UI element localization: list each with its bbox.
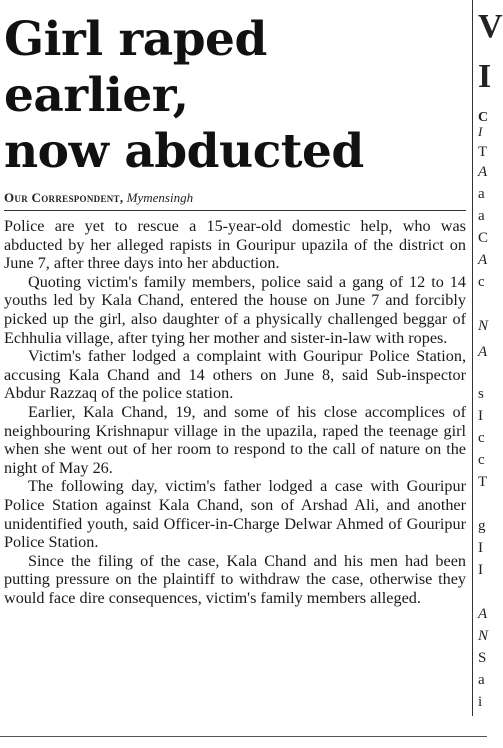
fragment-letter: C	[478, 230, 489, 246]
byline-location: Mymensingh	[126, 190, 194, 205]
fragment-letter: V	[478, 8, 503, 45]
fragment-letter: S	[478, 650, 487, 666]
paragraph: Police are yet to rescue a 15-year-old domestic help, who was abducted by her alleged rapists in Gouripur upazila of the district on June 7, after three days into her abduction.	[4, 217, 466, 273]
page-bottom-rule	[0, 736, 487, 737]
fragment-letter: T	[478, 144, 488, 160]
fragment-letter: A	[478, 344, 488, 360]
fragment-letter: C	[478, 110, 489, 125]
fragment-letter: A	[478, 606, 488, 622]
fragment-letter: c	[478, 274, 485, 290]
fragment-letter: A	[478, 164, 488, 180]
paragraph: The following day, victim's father lodged a case with Gouripur Police Station against Kala Chand, son of Arshad Ali, and another unidentified youth, said Officer-in-Charge Delwar Ahmed of Gouripur Police Station.	[4, 477, 466, 552]
fragment-letter: N	[478, 628, 489, 644]
paragraph: Earlier, Kala Chand, 19, and some of his close accomplices of neighbouring Krishnapur village in the upazila, raped the teenage girl when she went out of her room to respond to the call of nature on the night of May 26.	[4, 402, 466, 477]
byline-author: Our Correspondent,	[4, 190, 124, 205]
fragment-letter: s	[478, 386, 484, 402]
headline-line-1: Girl raped earlier,	[4, 12, 267, 123]
fragment-letter: N	[478, 318, 489, 334]
fragment-letter: T	[478, 474, 488, 490]
adjacent-column-fragments	[478, 0, 503, 716]
fragment-letter: c	[478, 430, 485, 446]
byline	[4, 190, 466, 206]
byline-divider	[4, 210, 466, 211]
fragment-letter: a	[478, 208, 485, 224]
fragment-letter: I	[478, 562, 483, 578]
fragment-letter: I	[478, 408, 483, 424]
fragment-letter: a	[478, 672, 485, 688]
news-article	[4, 12, 466, 607]
fragment-letter: I	[478, 58, 492, 95]
fragment-letter: I	[478, 540, 483, 556]
fragment-letter: A	[478, 252, 488, 268]
article-body	[4, 217, 466, 607]
fragment-letter: g	[478, 518, 486, 534]
fragment-letter: i	[478, 694, 483, 710]
headline	[4, 12, 466, 180]
paragraph: Since the filing of the case, Kala Chand and his men had been putting pressure on the plaintiff to withdraw the case, otherwise they would face dire consequences, victim's family members alleged.	[4, 551, 466, 607]
fragment-letter: c	[478, 452, 485, 468]
paragraph: Quoting victim's family members, police said a gang of 12 to 14 youths led by Kala Chand, entered the house on June 7 and forcibly picked up the girl, also daughter of a physically challenged beggar of Echhulia village, after tying her mother and sister-in-law with ropes.	[4, 272, 466, 347]
fragment-letter: I	[478, 124, 483, 139]
column-divider	[472, 0, 473, 716]
paragraph: Victim's father lodged a complaint with Gouripur Police Station, accusing Kala Chand and 14 others on June 8, said Sub-inspector Abdur Razzaq of the police station.	[4, 347, 466, 403]
headline-line-2: now abducted	[4, 124, 364, 179]
fragment-letter: a	[478, 186, 485, 202]
